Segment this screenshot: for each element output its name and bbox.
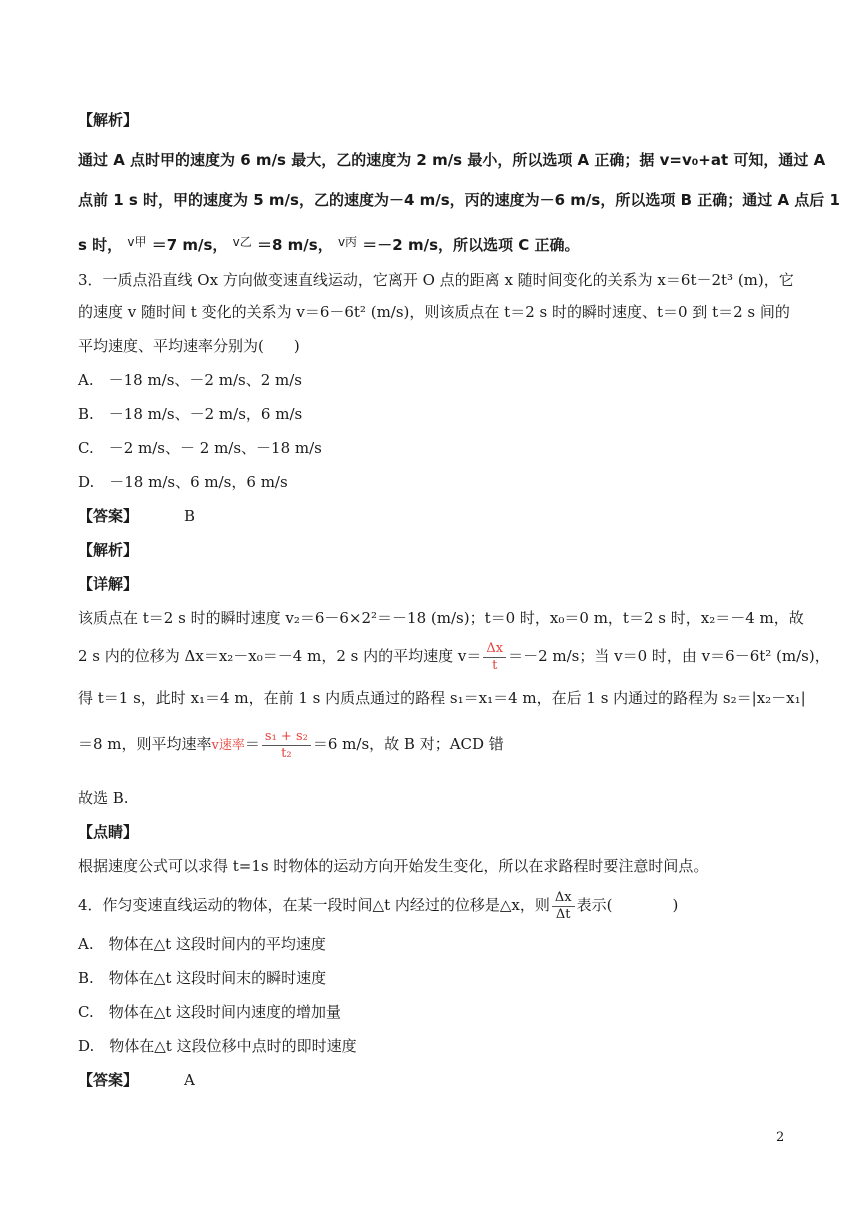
analysis-line-2: 点前 1 s 时，甲的速度为 5 m/s，乙的速度为－4 m/s，丙的速度为－6 m/s，所以选项 B 正确；通过 A 点后 1 xyxy=(78,191,840,209)
fraction-numerator: Δx xyxy=(483,641,506,658)
fraction-avg-velocity xyxy=(483,641,506,674)
answer-value: B xyxy=(184,507,196,525)
fraction-numerator: s₁ + s₂ xyxy=(262,729,311,746)
v-rate-symbol: v速率 xyxy=(211,738,245,753)
detail-line-2-prefix: 2 s 内的位移为 Δx＝x₂－x₀＝－4 m，2 s 内的平均速度 v＝ xyxy=(78,647,482,665)
question-3-jiexi: 【解析】 xyxy=(78,541,139,559)
question-4-option-d: D. 物体在△t 这段位移中点时的即时速度 xyxy=(78,1037,357,1055)
page-number: 2 xyxy=(776,1130,785,1145)
question-4-line-1 xyxy=(78,880,678,930)
analysis-line-1: 通过 A 点时甲的速度为 6 m/s 最大，乙的速度为 2 m/s 最小，所以选项 A 正确；据 v=v₀+at 可知，通过 A xyxy=(78,151,826,169)
detail-line-4-equals: ＝ xyxy=(244,735,260,753)
detail-line-6: 根据速度公式可以求得 t=1s 时物体的运动方向开始发生变化，所以在求路程时要注意时间点。 xyxy=(78,857,709,875)
detail-line-1: 该质点在 t＝2 s 时的瞬时速度 v₂＝6－6×2²＝－18 (m/s)；t＝0 时，x₀＝0 m，t＝2 s 时，x₂＝－4 m，故 xyxy=(78,609,804,627)
question-3-dianjing: 【点睛】 xyxy=(78,823,139,841)
question-4-option-a: A. 物体在△t 这段时间内的平均速度 xyxy=(78,935,326,953)
detail-line-4 xyxy=(78,718,504,770)
question-4-suffix: 表示( ) xyxy=(576,896,679,914)
fraction-denominator: t xyxy=(492,657,498,673)
detail-line-4-suffix: ＝6 m/s，故 B 对；ACD 错 xyxy=(312,735,504,753)
fraction-avg-speed xyxy=(262,729,311,762)
detail-line-3: 得 t＝1 s，此时 x₁＝4 m，在前 1 s 内质点通过的路程 s₁＝x₁＝4 m，在后 1 s 内通过的路程为 s₂＝|x₂－x₁| xyxy=(78,689,806,707)
v-jia-value: ＝7 m/s， xyxy=(151,236,228,254)
detail-line-2-suffix: ＝－2 m/s；当 v＝0 时，由 v＝6－6t² (m/s)， xyxy=(508,647,830,665)
question-3-line-2: 的速度 v 随时间 t 变化的关系为 v＝6－6t² (m/s)，则该质点在 t＝2 s 时的瞬时速度、t＝0 到 t＝2 s 间的 xyxy=(78,303,790,321)
question-4-option-b: B. 物体在△t 这段时间末的瞬时速度 xyxy=(78,969,327,987)
analysis-line-3 xyxy=(78,232,579,255)
detail-line-5: 故选 B. xyxy=(78,789,129,807)
question-3-line-3: 平均速度、平均速率分别为( ) xyxy=(78,337,300,355)
analysis-line-3-prefix: s 时， xyxy=(78,236,123,254)
answer-label: 【答案】 xyxy=(78,507,139,525)
question-4-answer xyxy=(78,1070,195,1090)
question-3-option-a: A. －18 m/s、－2 m/s、2 m/s xyxy=(78,371,303,389)
fraction-dx-dt xyxy=(552,890,575,923)
answer-value: A xyxy=(184,1071,195,1089)
detail-line-4-prefix: ＝8 m，则平均速率 xyxy=(78,735,212,753)
fraction-numerator: Δx xyxy=(552,890,575,907)
answer-label: 【答案】 xyxy=(78,1071,139,1089)
question-4-option-c: C. 物体在△t 这段时间内速度的增加量 xyxy=(78,1003,342,1021)
question-3-xiangjie: 【详解】 xyxy=(78,575,139,593)
section-heading-jiexi: 【解析】 xyxy=(78,111,139,129)
fraction-denominator: Δt xyxy=(555,906,571,922)
v-jia-symbol: v甲 xyxy=(127,235,147,249)
question-3-line-1: 3．一质点沿直线 Ox 方向做变速直线运动，它离开 O 点的距离 x 随时间变化的关系为 x＝6t－2t³ (m)，它 xyxy=(78,271,794,289)
question-4-prefix: 4．作匀变速直线运动的物体，在某一段时间△t 内经过的位移是△x，则 xyxy=(78,896,550,914)
fraction-denominator: t₂ xyxy=(281,745,292,761)
detail-line-2 xyxy=(78,634,830,678)
question-3-option-c: C. －2 m/s、－ 2 m/s、－18 m/s xyxy=(78,439,322,457)
question-3-answer xyxy=(78,506,195,526)
v-yi-symbol: v乙 xyxy=(232,235,252,249)
question-3-option-b: B. －18 m/s、－2 m/s，6 m/s xyxy=(78,405,303,423)
question-3-option-d: D. －18 m/s、6 m/s，6 m/s xyxy=(78,473,288,491)
v-bing-value: ＝－2 m/s，所以选项 C 正确。 xyxy=(362,236,580,254)
v-yi-value: ＝8 m/s， xyxy=(257,236,333,254)
v-bing-symbol: v丙 xyxy=(337,235,358,249)
